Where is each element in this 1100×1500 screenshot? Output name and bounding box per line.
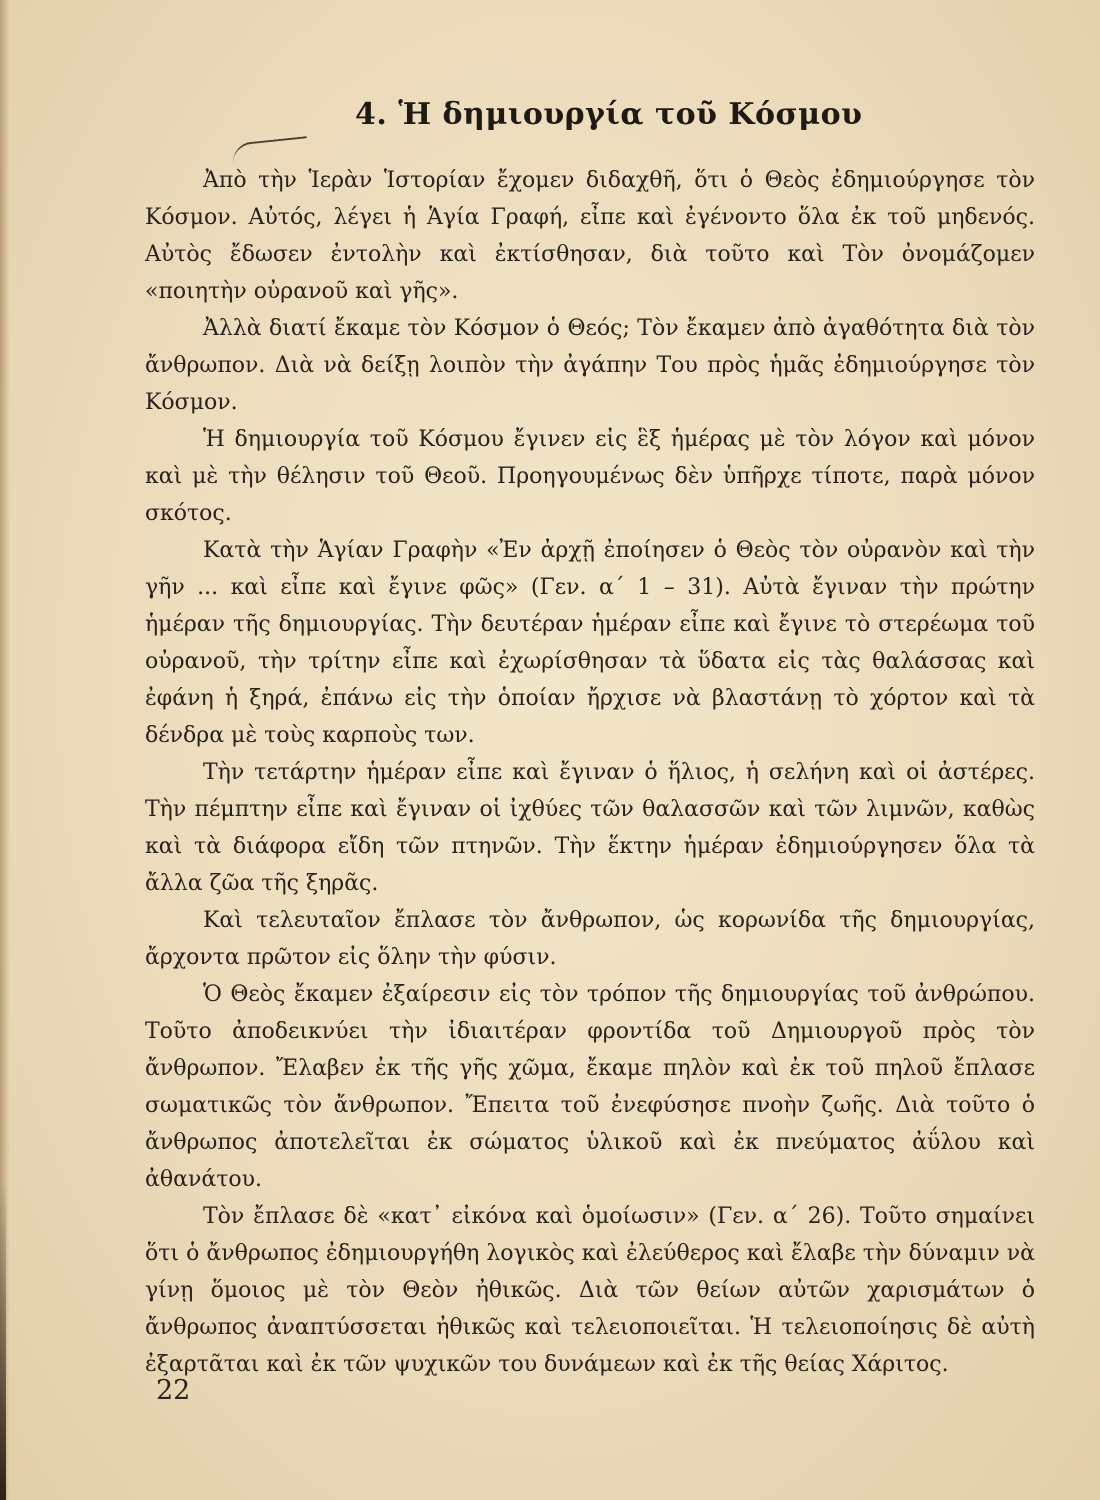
paragraph: Καὶ τελευταῖον ἔπλασε τὸν ἄνθρωπον, ὡς κορωνίδα τῆς δημιουργίας, ἄρχοντα πρῶτον εἰς ὅλην τὴν φύσιν. <box>145 908 1035 970</box>
paragraph: Ἀπὸ τὴν Ἱερὰν Ἱστορίαν ἔχομεν διδαχθῆ, ὅτι ὁ Θεὸς ἐδημιούργησε τὸν Κόσμον. Αὐτός, λέγει ἡ Ἁγία Γραφή, εἶπε καὶ ἐγένοντο ὅλα ἐκ τοῦ μηδενός. Αὐτὸς ἔδωσεν ἐντολὴν καὶ ἐκτίσθησαν, διὰ τοῦτο καὶ Τὸν ὀνομάζομεν «ποιητὴν οὐρανοῦ καὶ γῆς». <box>145 168 1035 304</box>
page-edge-dark <box>0 1180 6 1500</box>
page-number: 22 <box>156 1375 191 1406</box>
paragraph: Τὸν ἔπλασε δὲ «κατ᾿ εἰκόνα καὶ ὁμοίωσιν» (Γεν. α΄ 26). Τοῦτο σημαίνει ὅτι ὁ ἄνθρωπος ἐδημιουργήθη λογικὸς καὶ ἐλεύθερος καὶ ἔλαβε τὴν δύναμιν νὰ γίνῃ ὅμοιος μὲ τὸν Θεὸν ἠθικῶς. Διὰ τῶν θείων αὐτῶν χαρισμάτων ὁ ἄνθρωπος ἀναπτύσσεται ἠθικῶς καὶ τελειοποιεῖται. Ἡ τελειοποίησις δὲ αὐτὴ ἐξαρτᾶται καὶ ἐκ τῶν ψυχικῶν του δυνάμεων καὶ ἐκ τῆς θείας Χάριτος. <box>145 1204 1035 1377</box>
paragraph: Κατὰ τὴν Ἁγίαν Γραφὴν «Ἐν ἀρχῇ ἐποίησεν ὁ Θεὸς τὸν οὐρανὸν καὶ τὴν γῆν ... καὶ εἶπε καὶ ἔγινε φῶς» (Γεν. α΄ 1 – 31). Αὐτὰ ἔγιναν τὴν πρώτην ἡμέραν τῆς δημιουργίας. Τὴν δευτέραν ἡμέραν εἶπε καὶ ἔγινε τὸ στερέωμα τοῦ οὐρανοῦ, τὴν τρίτην εἶπε καὶ ἐχωρίσθησαν τὰ ὕδατα εἰς τὰς θαλάσσας καὶ ἐφάνη ἡ ξηρά, ἐπάνω εἰς τὴν ὁποίαν ἤρχισε νὰ βλαστάνῃ τὸ χόρτον καὶ τὰ δένδρα μὲ τοὺς καρποὺς των. <box>145 538 1035 748</box>
paragraph: Ἡ δημιουργία τοῦ Κόσμου ἔγινεν εἰς ἓξ ἡμέρας μὲ τὸν λόγον καὶ μόνον καὶ μὲ τὴν θέλησιν τοῦ Θεοῦ. Προηγουμένως δὲν ὑπῆρχε τίποτε, παρὰ μόνον σκότος. <box>145 427 1035 526</box>
paragraph: Τὴν τετάρτην ἡμέραν εἶπε καὶ ἔγιναν ὁ ἥλιος, ἡ σελήνη καὶ οἱ ἀστέρες. Τὴν πέμπτην εἶπε καὶ ἔγιναν οἱ ἰχθύες τῶν θαλασσῶν καὶ τῶν λιμνῶν, καθὼς καὶ τὰ διάφορα εἴδη τῶν πτηνῶν. Τὴν ἕκτην ἡμέραν ἐδημιούργησεν ὅλα τὰ ἄλλα ζῶα τῆς ξηρᾶς. <box>145 760 1035 896</box>
paragraph: Ἀλλὰ διατί ἔκαμε τὸν Κόσμον ὁ Θεός; Τὸν ἔκαμεν ἀπὸ ἀγαθότητα διὰ τὸν ἄνθρωπον. Διὰ νὰ δείξῃ λοιπὸν τὴν ἀγάπην Του πρὸς ἡμᾶς ἐδημιούργησε τὸν Κόσμον. <box>145 316 1035 415</box>
paragraph: Ὁ Θεὸς ἔκαμεν ἐξαίρεσιν εἰς τὸν τρόπον τῆς δημιουργίας τοῦ ἀνθρώπου. Τοῦτο ἀποδεικνύει τὴν ἰδιαιτέραν φροντίδα τοῦ Δημιουργοῦ πρὸς τὸν ἄνθρωπον. Ἔλαβεν ἐκ τῆς γῆς χῶμα, ἔκαμε πηλὸν καὶ ἐκ τοῦ πηλοῦ ἔπλασε σωματικῶς τὸν ἄνθρωπον. Ἔπειτα τοῦ ἐνεφύσησε πνοὴν ζωῆς. Διὰ τοῦτο ὁ ἄνθρωπος ἀποτελεῖται ἐκ σώματος ὑλικοῦ καὶ ἐκ πνεύματος ἀΰλου καὶ ἀθανάτου. <box>145 982 1035 1192</box>
body-text <box>145 162 1035 1383</box>
pen-stroke-mark <box>231 136 309 164</box>
chapter-title: 4. Ἡ δημιουργία τοῦ Κόσμου <box>355 97 863 132</box>
